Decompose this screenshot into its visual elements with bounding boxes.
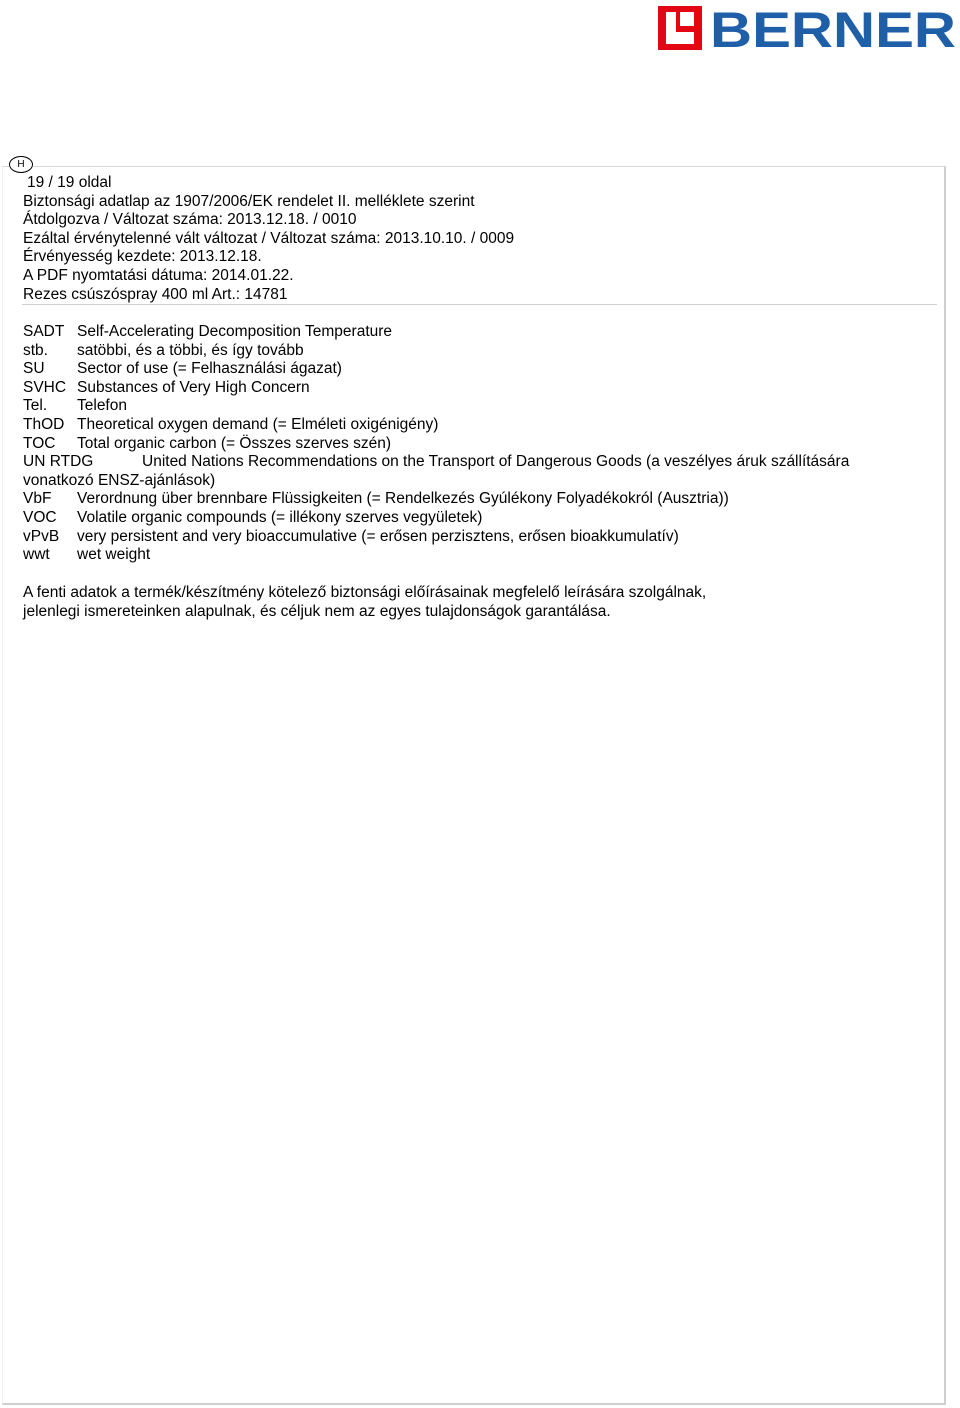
disclaimer xyxy=(23,584,923,621)
abbreviation-value: wet weight xyxy=(77,546,151,564)
abbreviation-value: satöbbi, és a többi, és így tovább xyxy=(77,341,304,359)
disclaimer-line: jelenlegi ismereteinken alapulnak, és céljuk nem az egyes tulajdonságok garantálása. xyxy=(23,602,611,620)
abbreviation-row xyxy=(23,528,923,547)
disclaimer-line: A fenti adatok a termék/készítmény kötelező biztonsági előírásainak megfelelő leírására szolgálnak, xyxy=(23,584,707,601)
pdf-date-line: A PDF nyomtatási dátuma: 2014.01.22. xyxy=(23,266,294,284)
abbreviation-row xyxy=(23,509,923,528)
abbreviation-value: very persistent and very bioaccumulative (= erősen perzisztens, erősen bioakkumulatív) xyxy=(77,527,679,545)
abbreviation-value: Total organic carbon (= Összes szerves szén) xyxy=(77,434,392,452)
abbreviation-row xyxy=(23,342,923,361)
abbreviation-key: SU xyxy=(23,360,45,378)
supersedes-line: Ezáltal érvénytelenné vált változat / Változat száma: 2013.10.10. / 0009 xyxy=(23,229,515,247)
abbreviation-key: stb. xyxy=(23,341,48,359)
page-number: 19 / 19 oldal xyxy=(27,174,112,191)
svg-text:BERNER: BERNER xyxy=(710,4,956,52)
revision-line: Átdolgozva / Változat száma: 2013.12.18. / 0010 xyxy=(23,211,357,229)
abbreviation-key: Tel. xyxy=(23,397,48,415)
abbreviation-key: UN RTDG xyxy=(23,453,94,471)
valid-from-line: Érvényesség kezdete: 2013.12.18. xyxy=(23,248,262,266)
language-badge: H xyxy=(9,156,33,173)
abbreviation-continuation xyxy=(23,472,923,491)
abbreviation-key: VbF xyxy=(23,490,52,508)
abbreviation-row xyxy=(23,360,923,379)
abbreviation-value: Volatile organic compounds (= illékony szerves vegyületek) xyxy=(77,508,483,526)
abbreviation-value: Verordnung über brennbare Flüssigkeiten (= Rendelkezés Gyúlékony Folyadékokról (Ausztria)) xyxy=(77,490,729,508)
berner-logo xyxy=(656,4,958,52)
document-header xyxy=(23,174,923,304)
abbreviation-key: vPvB xyxy=(23,527,60,545)
abbreviation-row xyxy=(23,490,923,509)
abbreviation-value: Self-Accelerating Decomposition Temperature xyxy=(77,323,393,340)
abbreviation-value: vonatkozó ENSZ-ajánlások) xyxy=(23,471,216,489)
abbreviation-row xyxy=(23,453,923,472)
abbreviation-row xyxy=(23,435,923,454)
abbreviation-key: SVHC xyxy=(23,378,67,396)
abbreviation-key: SADT xyxy=(23,323,65,340)
abbreviation-value: Theoretical oxygen demand (= Elméleti oxigénigény) xyxy=(77,415,439,433)
abbreviation-value: Sector of use (= Felhasználási ágazat) xyxy=(77,360,342,378)
document-type: Biztonsági adatlap az 1907/2006/EK rendelet II. melléklete szerint xyxy=(23,192,475,210)
abbreviation-row xyxy=(23,416,923,435)
header-divider xyxy=(22,304,937,305)
product-line: Rezes csúszóspray 400 ml Art.: 14781 xyxy=(23,285,288,303)
abbreviation-row xyxy=(23,397,923,416)
abbreviation-value: Substances of Very High Concern xyxy=(77,378,310,396)
abbreviation-key: TOC xyxy=(23,434,56,452)
abbreviation-value: Telefon xyxy=(77,397,127,415)
abbreviation-key: VOC xyxy=(23,508,57,526)
abbreviation-list xyxy=(23,323,923,565)
abbreviation-row xyxy=(23,379,923,398)
abbreviation-row xyxy=(23,323,923,342)
abbreviation-key: ThOD xyxy=(23,415,65,433)
abbreviation-row xyxy=(23,546,923,565)
abbreviation-value: United Nations Recommendations on the Transport of Dangerous Goods (a veszélyes áruk szállítására xyxy=(142,453,850,471)
abbreviation-key: wwt xyxy=(23,546,50,564)
